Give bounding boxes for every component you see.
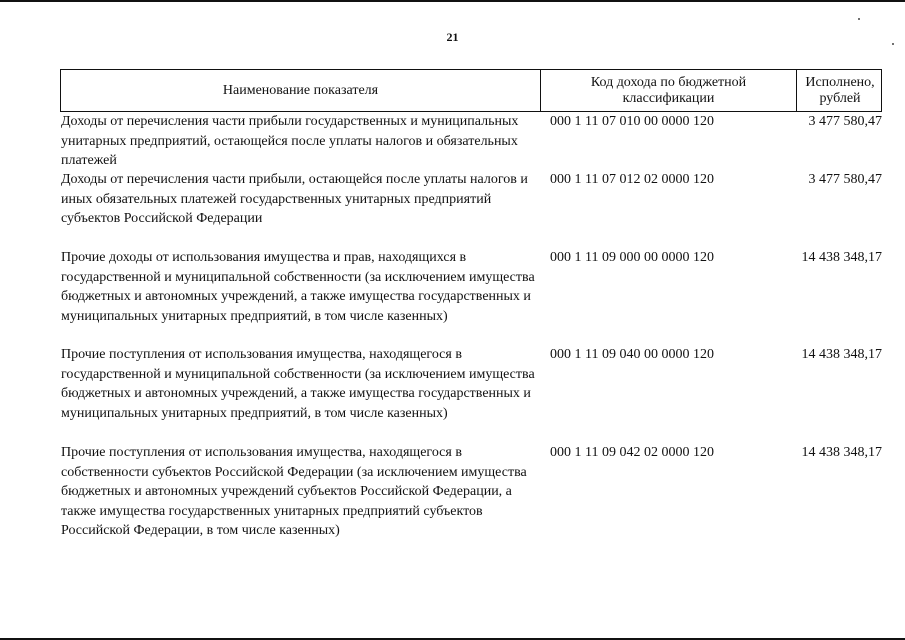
row-code: 000 1 11 09 042 02 0000 120	[550, 445, 714, 460]
row-amount: 14 438 348,17	[801, 250, 882, 265]
scan-speck	[858, 18, 860, 20]
row-amount: 3 477 580,47	[808, 172, 882, 187]
row-name: Прочие доходы от использования имущества и прав, находящихся в государственной и муниципальной собственности (за исключением имущества бюджетных и автономных учреждений, а также имущества государственных и муниципальных унитарных предприятий, в том числе казенных)	[61, 250, 535, 324]
row-name: Прочие поступления от использования имущества, находящегося в собственности субъектов Российской Федерации (за исключением имущества бюджетных и автономных учреждений субъектов Российской Федерации, а также имущества государственных унитарных предприятий субъектов Российской Федерации, в том числе казенных)	[61, 445, 527, 539]
row-name: Доходы от перечисления части прибыли, остающейся после уплаты налогов и иных обязательных платежей государственных унитарных предприятий субъектов Российской Федерации	[61, 172, 528, 227]
header-name: Наименование показателя	[222, 82, 379, 98]
header-code: Код дохода по бюджетной классификации	[540, 70, 796, 111]
table-header	[60, 69, 882, 112]
header-amount: Исполнено, рублей	[796, 70, 883, 111]
page-number: 21	[446, 30, 459, 44]
row-amount: 3 477 580,47	[808, 114, 882, 129]
row-name: Доходы от перечисления части прибыли государственных и муниципальных унитарных предприятий, остающейся после уплаты налогов и обязательных платежей	[61, 114, 519, 169]
row-code: 000 1 11 07 010 00 0000 120	[550, 114, 714, 129]
row-code: 000 1 11 09 000 00 0000 120	[550, 250, 714, 265]
row-code: 000 1 11 09 040 00 0000 120	[550, 347, 714, 362]
row-code: 000 1 11 07 012 02 0000 120	[550, 172, 714, 187]
row-amount: 14 438 348,17	[801, 347, 882, 362]
page-top-border	[0, 0, 905, 2]
row-amount: 14 438 348,17	[801, 445, 882, 460]
row-name: Прочие поступления от использования имущества, находящегося в государственной и муниципальной собственности (за исключением имущества бюджетных и автономных учреждений, а также имущества государственных и муниципальных унитарных предприятий, в том числе казенных)	[61, 347, 535, 421]
